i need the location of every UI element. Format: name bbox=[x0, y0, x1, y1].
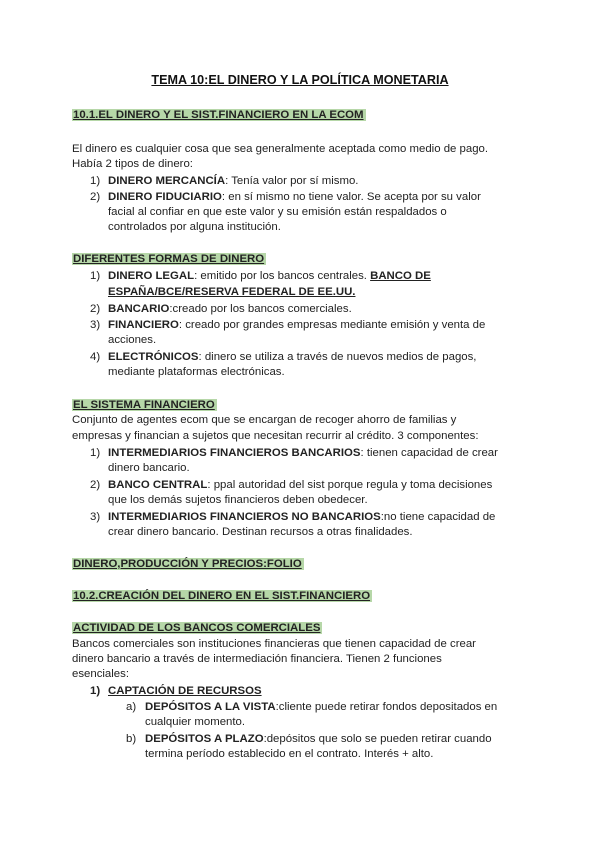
list-number: 1) bbox=[90, 685, 101, 697]
list-letter: a) bbox=[126, 701, 137, 713]
list-item bbox=[145, 732, 492, 747]
list-item bbox=[108, 174, 358, 189]
list-number: 3) bbox=[90, 319, 101, 331]
list-item-underlined: ESPAÑA/BCE/RESERVA FEDERAL DE EE.UU. bbox=[108, 286, 356, 298]
list-item-continuation: facial al confiar en que este valor y su emisión están respaldados o bbox=[108, 206, 447, 218]
list-item-text: : en sí mismo no tiene valor. Se acepta por su valor bbox=[221, 191, 481, 203]
section-heading-text: EL SISTEMA FINANCIERO bbox=[73, 399, 215, 411]
list-item bbox=[108, 190, 481, 205]
list-item-term: DEPÓSITOS A LA VISTA bbox=[145, 701, 276, 713]
list-number: 1) bbox=[90, 175, 101, 187]
list-item-continuation bbox=[108, 285, 355, 300]
list-number: 1) bbox=[90, 270, 101, 282]
list-item bbox=[108, 510, 495, 525]
section-heading-6 bbox=[72, 621, 322, 636]
list-item-text: : dinero se utiliza a través de nuevos medios de pagos, bbox=[198, 351, 477, 363]
section-heading-text: 10.2.CREACIÓN DEL DINERO EN EL SIST.FINANCIERO bbox=[73, 590, 371, 602]
list-item-term: DINERO LEGAL bbox=[108, 270, 195, 282]
paragraph-line: Conjunto de agentes ecom que se encargan de recoger ahorro de familias y bbox=[72, 414, 457, 426]
section-heading-text: 10.1.EL DINERO Y EL SIST.FINANCIERO EN LA ECOM bbox=[73, 109, 364, 121]
list-item-continuation: acciones. bbox=[108, 334, 157, 346]
list-item bbox=[108, 478, 492, 493]
list-item-term: INTERMEDIARIOS FINANCIEROS NO BANCARIOS bbox=[108, 511, 381, 523]
list-item-continuation: termina período establecido en el contrato. Interés + alto. bbox=[145, 748, 434, 760]
list-number: 2) bbox=[90, 191, 101, 203]
list-item-text: : Tenía valor por sí mismo. bbox=[225, 175, 359, 187]
list-item-continuation: crear dinero bancario. Destinan recursos a otras finalidades. bbox=[108, 526, 413, 538]
list-letter: b) bbox=[126, 733, 137, 745]
list-number: 1) bbox=[90, 447, 101, 459]
list-item-text: : emitido por los bancos centrales. bbox=[194, 270, 371, 282]
list-number: 2) bbox=[90, 479, 101, 491]
paragraph-line: esenciales: bbox=[72, 668, 129, 680]
list-item-term: DINERO FIDUCIARIO bbox=[108, 191, 222, 203]
list-item bbox=[108, 318, 485, 333]
page-title: TEMA 10:EL DINERO Y LA POLÍTICA MONETARIA bbox=[151, 73, 449, 87]
list-item-text: :depósitos que solo se pueden retirar cuando bbox=[263, 733, 492, 745]
list-number: 3) bbox=[90, 511, 101, 523]
paragraph-line: Había 2 tipos de dinero: bbox=[72, 158, 193, 170]
list-item-term: DEPÓSITOS A PLAZO bbox=[145, 733, 264, 745]
list-item-text: :no tiene capacidad de bbox=[380, 511, 496, 523]
list-item-term: FINANCIERO bbox=[108, 319, 179, 331]
list-item-term: ELECTRÓNICOS bbox=[108, 351, 199, 363]
paragraph-line: dinero bancario a través de intermediación financiera. Tienen 2 funciones bbox=[72, 653, 442, 665]
section-heading-text: DINERO,PRODUCCIÓN Y PRECIOS:FOLIO bbox=[73, 558, 302, 570]
list-item-text: : ppal autoridad del sist porque regula y toma decisiones bbox=[207, 479, 493, 491]
list-item bbox=[108, 350, 476, 365]
paragraph-line: Bancos comerciales son instituciones financieras que tienen capacidad de crear bbox=[72, 638, 476, 650]
list-item-text: : creado por grandes empresas mediante emisión y venta de bbox=[178, 319, 486, 331]
section-heading-1 bbox=[72, 108, 366, 123]
list-item-term: BANCARIO bbox=[108, 303, 170, 315]
list-item-continuation: controlados por alguna institución. bbox=[108, 221, 281, 233]
section-heading-5 bbox=[72, 589, 372, 604]
list-item-text: :cliente puede retirar fondos depositados en bbox=[275, 701, 498, 713]
list-item bbox=[108, 446, 498, 461]
list-item-text: : tienen capacidad de crear bbox=[360, 447, 498, 459]
list-item-continuation: dinero bancario. bbox=[108, 462, 190, 474]
list-item-continuation: que los demás sujetos financieros deben obedecer. bbox=[108, 494, 368, 506]
list-item-term: INTERMEDIARIOS FINANCIEROS BANCARIOS bbox=[108, 447, 361, 459]
list-item-continuation: cualquier momento. bbox=[145, 716, 246, 728]
section-heading-3 bbox=[72, 398, 217, 413]
section-heading-2 bbox=[72, 252, 266, 267]
list-item bbox=[145, 700, 497, 715]
paragraph-line: empresas y financian a sujetos que necesitan recurrir al crédito. 3 componentes: bbox=[72, 430, 479, 442]
subsection-heading bbox=[108, 684, 262, 699]
paragraph-line: El dinero es cualquier cosa que sea generalmente aceptada como medio de pago. bbox=[72, 143, 489, 155]
list-number: 2) bbox=[90, 303, 101, 315]
section-heading-text: DIFERENTES FORMAS DE DINERO bbox=[73, 253, 265, 265]
list-item-text: :creado por los bancos comerciales. bbox=[169, 303, 352, 315]
list-item bbox=[108, 302, 352, 317]
list-item bbox=[108, 269, 431, 284]
list-item-term: DINERO MERCANCÍA bbox=[108, 175, 226, 187]
list-number: 4) bbox=[90, 351, 101, 363]
list-item-continuation: mediante plataformas electrónicas. bbox=[108, 366, 285, 378]
section-heading-text: ACTIVIDAD DE LOS BANCOS COMERCIALES bbox=[73, 622, 321, 634]
list-item-underlined: BANCO DE bbox=[370, 270, 431, 282]
subsection-heading-text: CAPTACIÓN DE RECURSOS bbox=[108, 685, 262, 697]
list-item-term: BANCO CENTRAL bbox=[108, 479, 208, 491]
section-heading-4 bbox=[72, 557, 304, 572]
